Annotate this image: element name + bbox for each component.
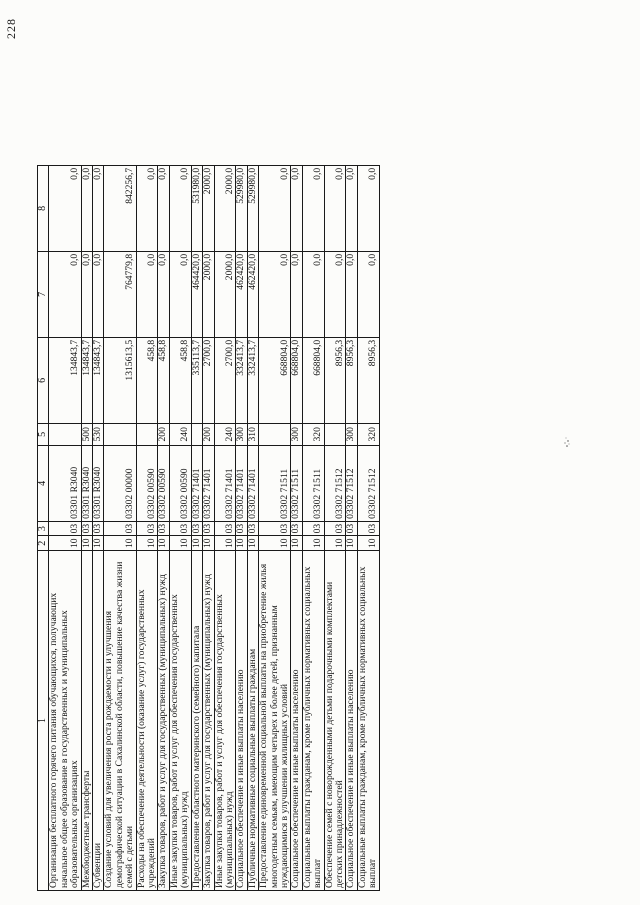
amount-col6-cell: 8956,3 — [357, 337, 379, 423]
target-article-cell: 03302 00000 — [104, 445, 136, 521]
table-row — [324, 165, 346, 890]
section-code-cell: 10 — [81, 536, 92, 551]
subsection-code-cell: 03 — [324, 521, 346, 536]
subsection-code-cell: 03 — [93, 521, 104, 536]
expense-type-cell: 200 — [158, 423, 169, 445]
amount-col8-cell: 0,0 — [259, 165, 291, 251]
expense-type-cell: 240 — [214, 423, 236, 445]
expense-type-cell: 300 — [291, 423, 302, 445]
budget-table — [37, 165, 380, 891]
subsection-code-cell: 03 — [357, 521, 379, 536]
amount-col6-cell: 335113,7 — [191, 337, 202, 423]
amount-col8-cell: 529980,0 — [247, 165, 258, 251]
header-row — [38, 165, 49, 890]
amount-col8-cell: 0,0 — [291, 165, 302, 251]
expense-type-cell — [49, 423, 81, 445]
target-article-cell: 03302 71401 — [191, 445, 202, 521]
section-code-cell: 10 — [247, 536, 258, 551]
row-name-cell: Иные закупки товаров, работ и услуг для обеспечения государственных (муниципальных) нужд — [169, 551, 191, 891]
amount-col6-cell: 668804,0 — [291, 337, 302, 423]
amount-col6-cell: 458,8 — [158, 337, 169, 423]
amount-col6-cell: 668804,0 — [302, 337, 324, 423]
expense-type-cell: 310 — [247, 423, 258, 445]
section-code-cell: 10 — [191, 536, 202, 551]
subsection-code-cell: 03 — [214, 521, 236, 536]
amount-col7-cell: 0,0 — [357, 251, 379, 337]
expense-type-cell: 500 — [81, 423, 92, 445]
scan-speck — [562, 435, 572, 449]
amount-col8-cell: 0,0 — [169, 165, 191, 251]
subsection-code-cell: 03 — [136, 521, 158, 536]
row-name-cell: Социальные выплаты гражданам, кроме публичных нормативных социальных выплат — [302, 551, 324, 891]
subsection-code-cell: 03 — [191, 521, 202, 536]
row-name-cell: Организация бесплатного горячего питания обучающихся, получающих начальное общее образование в государственных и муниципальных образовательных организациях — [49, 551, 81, 891]
section-code-cell: 10 — [93, 536, 104, 551]
table-row — [136, 165, 158, 890]
target-article-cell: 03302 71512 — [357, 445, 379, 521]
page-number: 228 — [4, 18, 18, 39]
target-article-cell: 03302 71401 — [203, 445, 214, 521]
section-code-cell: 10 — [357, 536, 379, 551]
subsection-code-cell: 03 — [158, 521, 169, 536]
target-article-cell: 03301 R3040 — [81, 445, 92, 521]
amount-col7-cell: 462420,0 — [247, 251, 258, 337]
target-article-cell: 03302 71511 — [302, 445, 324, 521]
header-cell: 2 — [38, 536, 49, 551]
expense-type-cell: 300 — [236, 423, 247, 445]
table-row — [214, 165, 236, 890]
amount-col7-cell: 0,0 — [302, 251, 324, 337]
amount-col8-cell: 0,0 — [81, 165, 92, 251]
header-cell: 3 — [38, 521, 49, 536]
amount-col7-cell: 0,0 — [93, 251, 104, 337]
row-name-cell: Создание условий для увеличения роста рождаемости и улучшения демографической ситуации в Сахалинской области, повышение качества жизни семей с детьми — [104, 551, 136, 891]
target-article-cell: 03302 71512 — [324, 445, 346, 521]
amount-col7-cell: 0,0 — [324, 251, 346, 337]
table-row — [49, 165, 81, 890]
header-cell: 4 — [38, 445, 49, 521]
amount-col7-cell: 0,0 — [169, 251, 191, 337]
amount-col8-cell: 0,0 — [346, 165, 357, 251]
subsection-code-cell: 03 — [104, 521, 136, 536]
row-name-cell: Межбюджетные трансферты — [81, 551, 92, 891]
table-row — [93, 165, 104, 890]
table-row — [247, 165, 258, 890]
amount-col6-cell: 134843,7 — [49, 337, 81, 423]
table-body — [49, 165, 379, 890]
table-row — [357, 165, 379, 890]
amount-col8-cell: 0,0 — [158, 165, 169, 251]
expense-type-cell — [324, 423, 346, 445]
amount-col6-cell: 1315613,5 — [104, 337, 136, 423]
subsection-code-cell: 03 — [236, 521, 247, 536]
amount-col7-cell: 0,0 — [291, 251, 302, 337]
section-code-cell: 10 — [346, 536, 357, 551]
amount-col8-cell: 2000,0 — [214, 165, 236, 251]
section-code-cell: 10 — [291, 536, 302, 551]
subsection-code-cell: 03 — [81, 521, 92, 536]
target-article-cell: 03302 71401 — [236, 445, 247, 521]
row-name-cell: Закупка товаров, работ и услуг для государственных (муниципальных) нужд — [158, 551, 169, 891]
section-code-cell: 10 — [259, 536, 291, 551]
amount-col6-cell: 332413,7 — [247, 337, 258, 423]
table-row — [346, 165, 357, 890]
subsection-code-cell: 03 — [346, 521, 357, 536]
amount-col8-cell: 0,0 — [136, 165, 158, 251]
amount-col8-cell: 531980,0 — [191, 165, 202, 251]
row-name-cell: Обеспечение семей с новорожденными детьми подарочными комплектами детских принадлежностей — [324, 551, 346, 891]
amount-col7-cell: 0,0 — [81, 251, 92, 337]
target-article-cell: 03302 71512 — [346, 445, 357, 521]
amount-col6-cell: 332413,7 — [236, 337, 247, 423]
amount-col6-cell: 668804,0 — [259, 337, 291, 423]
subsection-code-cell: 03 — [169, 521, 191, 536]
expense-type-cell — [259, 423, 291, 445]
amount-col7-cell: 0,0 — [136, 251, 158, 337]
amount-col7-cell: 0,0 — [158, 251, 169, 337]
subsection-code-cell: 03 — [291, 521, 302, 536]
row-name-cell: Закупка товаров, работ и услуг для государственных (муниципальных) нужд — [203, 551, 214, 891]
target-article-cell: 03302 00590 — [136, 445, 158, 521]
section-code-cell: 10 — [203, 536, 214, 551]
row-name-cell: Субвенции — [93, 551, 104, 891]
amount-col7-cell: 464420,0 — [191, 251, 202, 337]
row-name-cell: Расходы на обеспечение деятельности (оказание услуг) государственных учреждений — [136, 551, 158, 891]
amount-col8-cell: 842256,7 — [104, 165, 136, 251]
amount-col7-cell: 0,0 — [346, 251, 357, 337]
table-row — [236, 165, 247, 890]
header-cell: 1 — [38, 551, 49, 891]
amount-col6-cell: 2700,0 — [203, 337, 214, 423]
amount-col7-cell: 0,0 — [259, 251, 291, 337]
table-row — [104, 165, 136, 890]
table-row — [191, 165, 202, 890]
target-article-cell: 03302 71401 — [247, 445, 258, 521]
header-cell: 7 — [38, 251, 49, 337]
expense-type-cell — [136, 423, 158, 445]
table-row — [81, 165, 92, 890]
header-cell: 6 — [38, 337, 49, 423]
section-code-cell: 10 — [49, 536, 81, 551]
expense-type-cell: 320 — [357, 423, 379, 445]
section-code-cell: 10 — [324, 536, 346, 551]
table-row — [302, 165, 324, 890]
amount-col8-cell: 0,0 — [302, 165, 324, 251]
row-name-cell: Социальное обеспечение и иные выплаты населению — [236, 551, 247, 891]
target-article-cell: 03302 71511 — [291, 445, 302, 521]
table-row — [158, 165, 169, 890]
subsection-code-cell: 03 — [247, 521, 258, 536]
target-article-cell: 03301 R3040 — [93, 445, 104, 521]
section-code-cell: 10 — [104, 536, 136, 551]
table-row — [169, 165, 191, 890]
amount-col6-cell: 8956,3 — [324, 337, 346, 423]
subsection-code-cell: 03 — [302, 521, 324, 536]
target-article-cell: 03301 R3040 — [49, 445, 81, 521]
header-cell: 8 — [38, 165, 49, 251]
amount-col6-cell: 458,8 — [136, 337, 158, 423]
subsection-code-cell: 03 — [203, 521, 214, 536]
amount-col7-cell: 2000,0 — [203, 251, 214, 337]
expense-type-cell: 320 — [302, 423, 324, 445]
amount-col8-cell: 529980,0 — [236, 165, 247, 251]
amount-col7-cell: 0,0 — [49, 251, 81, 337]
expense-type-cell: 240 — [169, 423, 191, 445]
row-name-cell: Социальное обеспечение и иные выплаты населению — [346, 551, 357, 891]
amount-col8-cell: 0,0 — [357, 165, 379, 251]
amount-col7-cell: 2000,0 — [214, 251, 236, 337]
row-name-cell: Иные закупки товаров, работ и услуг для обеспечения государственных (муниципальных) нужд — [214, 551, 236, 891]
amount-col6-cell: 2700,0 — [214, 337, 236, 423]
amount-col6-cell: 134843,7 — [81, 337, 92, 423]
target-article-cell: 03302 00590 — [158, 445, 169, 521]
table-row — [291, 165, 302, 890]
amount-col6-cell: 8956,3 — [346, 337, 357, 423]
target-article-cell: 03302 71401 — [214, 445, 236, 521]
amount-col8-cell: 0,0 — [49, 165, 81, 251]
amount-col8-cell: 0,0 — [93, 165, 104, 251]
section-code-cell: 10 — [136, 536, 158, 551]
expense-type-cell: 200 — [203, 423, 214, 445]
row-name-cell: Предоставление областного материнского (семейного) капитала — [191, 551, 202, 891]
amount-col7-cell: 764779,8 — [104, 251, 136, 337]
section-code-cell: 10 — [236, 536, 247, 551]
row-name-cell: Социальные выплаты гражданам, кроме публичных нормативных социальных выплат — [357, 551, 379, 891]
header-cell: 5 — [38, 423, 49, 445]
section-code-cell: 10 — [302, 536, 324, 551]
amount-col8-cell: 0,0 — [324, 165, 346, 251]
section-code-cell: 10 — [214, 536, 236, 551]
subsection-code-cell: 03 — [259, 521, 291, 536]
target-article-cell: 03302 00590 — [169, 445, 191, 521]
section-code-cell: 10 — [158, 536, 169, 551]
row-name-cell: Социальное обеспечение и иные выплаты населению — [291, 551, 302, 891]
amount-col6-cell: 134843,7 — [93, 337, 104, 423]
expense-type-cell: 530 — [93, 423, 104, 445]
section-code-cell: 10 — [169, 536, 191, 551]
row-name-cell: Публичные нормативные социальные выплаты гражданам — [247, 551, 258, 891]
subsection-code-cell: 03 — [49, 521, 81, 536]
expense-type-cell — [104, 423, 136, 445]
table-row — [259, 165, 291, 890]
expense-type-cell: 300 — [346, 423, 357, 445]
amount-col8-cell: 2000,0 — [203, 165, 214, 251]
expense-type-cell — [191, 423, 202, 445]
target-article-cell: 03302 71511 — [259, 445, 291, 521]
amount-col6-cell: 458,8 — [169, 337, 191, 423]
amount-col7-cell: 462420,0 — [236, 251, 247, 337]
table-row — [203, 165, 214, 890]
row-name-cell: Предоставление единовременной социальной выплаты на приобретение жилья многодетным семьям, имеющим четырех и более детей, признанным нуждающимися в улучшении жилищных условий — [259, 551, 291, 891]
